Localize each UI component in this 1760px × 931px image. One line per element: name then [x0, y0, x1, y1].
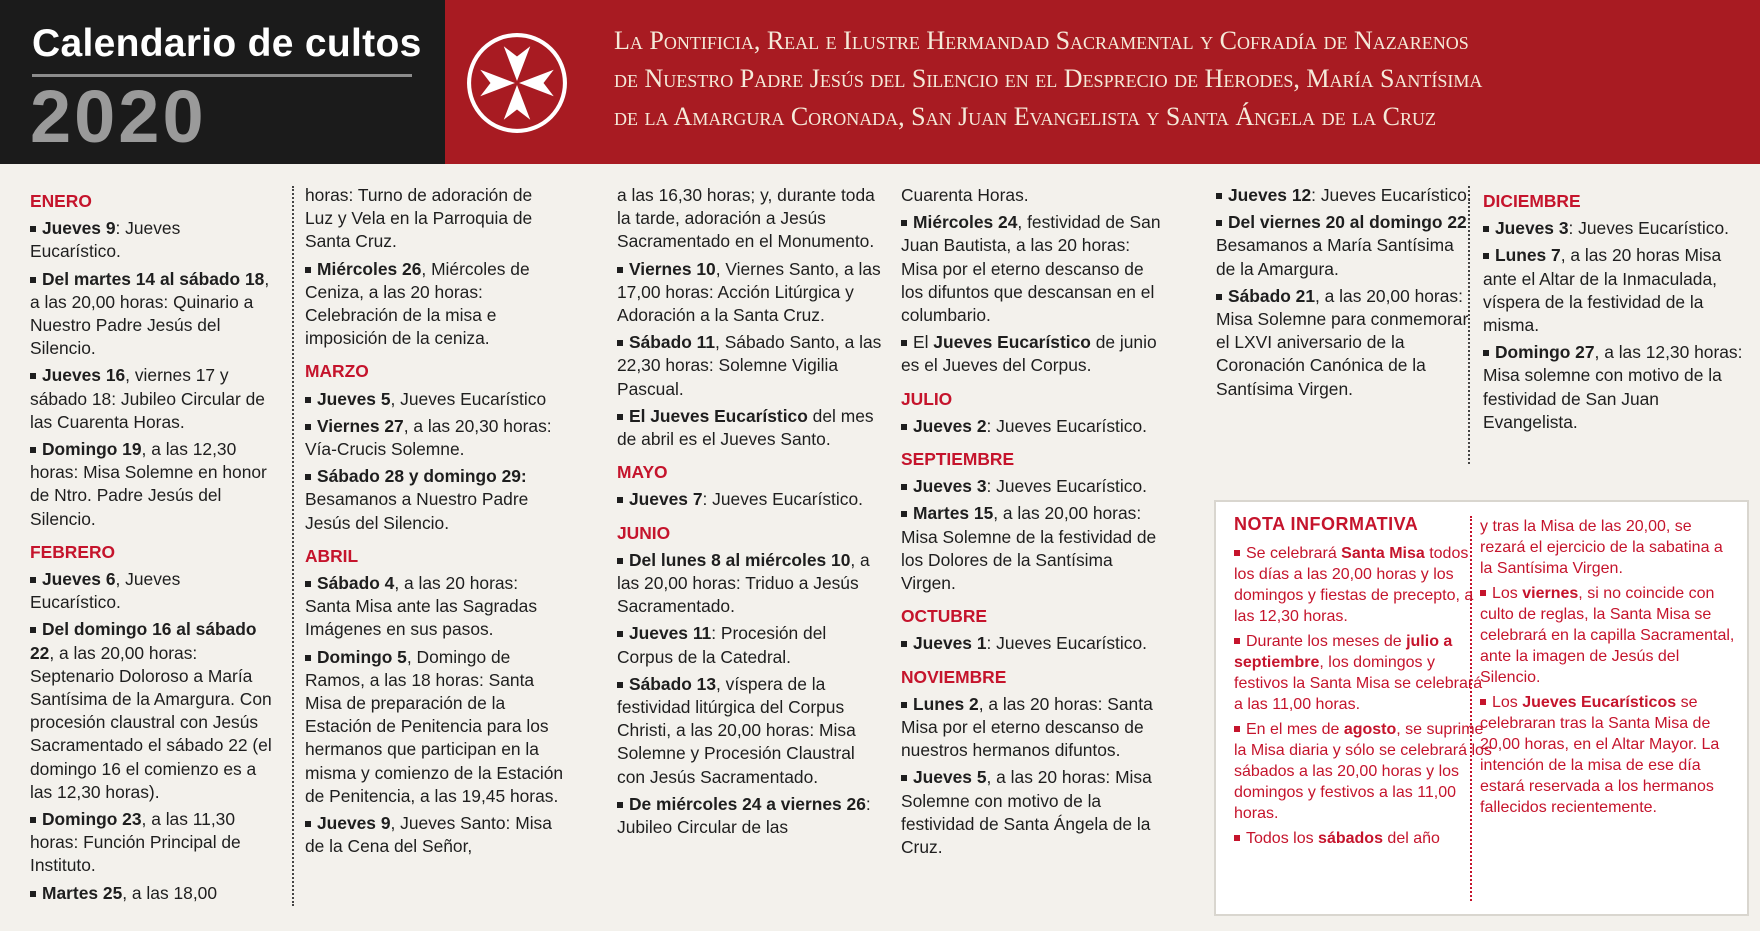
nota-text: y tras la Misa de las 20,00, se rezará el ejercicio de la sabatina a la Santísima Virgen. — [1480, 518, 1723, 577]
month-heading: MAYO — [617, 462, 668, 483]
nota-entry — [1234, 631, 1492, 715]
month-heading: ABRIL — [305, 545, 359, 566]
entry-highlight: Jueves Eucarístico — [933, 332, 1091, 353]
bullet-icon — [305, 655, 311, 661]
bullet-icon — [617, 682, 623, 688]
calendar-column-5 — [1216, 184, 1476, 405]
nota-text: Todos los — [1246, 830, 1319, 847]
nota-highlight: Santa Misa — [1341, 545, 1425, 562]
nota-entry — [1234, 543, 1492, 627]
entry-text: , a las 12,30 horas: Misa solemne con motivo de la festividad de San Juan Evangelista. — [1483, 342, 1743, 432]
bullet-icon — [617, 340, 623, 346]
nota-column-1 — [1234, 514, 1492, 853]
nota-text: del año — [1382, 830, 1440, 847]
nota-highlight: Jueves Eucarísticos — [1522, 694, 1677, 711]
calendar-column-6 — [1483, 184, 1748, 438]
entry-date: Domingo 5 — [317, 646, 407, 667]
entry-text: El — [913, 332, 934, 353]
entry-text: del mes de abril es el Jueves Santo. — [617, 405, 874, 450]
bullet-icon — [30, 817, 36, 823]
bullet-icon — [617, 558, 623, 564]
calendar-entry — [901, 331, 1169, 377]
entry-date: Jueves 9 — [42, 218, 116, 239]
nota-list — [1480, 516, 1735, 818]
entry-date: Lunes 7 — [1495, 245, 1561, 266]
entry-text: : Jueves Eucarístico. — [702, 489, 863, 510]
entry-date: Del lunes 8 al miércoles 10 — [629, 549, 851, 570]
entry-date: Miércoles 26 — [317, 258, 422, 279]
entry-text: , Sábado Santo, a las 22,30 horas: Solemne Vigilia Pascual. — [617, 332, 882, 399]
calendar-entry — [30, 268, 272, 361]
entry-date: Domingo 27 — [1495, 342, 1595, 363]
entry-date: Jueves 16 — [42, 365, 126, 386]
entry-date: Jueves 5 — [317, 388, 391, 409]
entry-date: Sábado 21 — [1228, 285, 1315, 306]
bullet-icon — [30, 577, 36, 583]
entry-date: Del martes 14 al sábado 18 — [42, 268, 265, 289]
calendar-entry — [30, 808, 272, 878]
entry-date: Domingo 19 — [42, 439, 142, 460]
entry-date: Jueves 6 — [42, 569, 116, 590]
brotherhood-line: de la Amargura Coronada, San Juan Evangelista y Santa Ángela de la Cruz — [614, 102, 1436, 131]
bullet-icon — [305, 821, 311, 827]
month-heading: MARZO — [305, 361, 369, 382]
entry-date: Jueves 11 — [629, 623, 712, 644]
entry-date: Martes 25 — [42, 882, 123, 903]
entry-text: , a las 20,00 horas: Misa Solemne para conmemorar el LXVI aniversario de la Coronación Canónica de la Santísima Virgen. — [1216, 285, 1469, 399]
entry-text: : Jueves Eucarístico. — [986, 476, 1147, 497]
entry-text: : Jueves Eucarístico. — [986, 415, 1147, 436]
bullet-icon — [901, 775, 907, 781]
calendar-entry — [617, 793, 882, 839]
calendar-entry — [1216, 285, 1476, 401]
entry-text: , Miércoles de Ceniza, a las 20 horas: Celebración de la misa e imposición de la ceniza. — [305, 258, 530, 349]
column-divider — [292, 186, 294, 906]
entry-date: Sábado 28 y domingo 29: — [317, 466, 527, 487]
entry-date: Jueves 2 — [913, 415, 987, 436]
maltese-cross-icon — [466, 32, 568, 134]
bullet-icon — [1216, 193, 1222, 199]
calendar-entry — [1216, 211, 1476, 281]
nota-text: se celebraran tras la Santa Misa de 20,00 horas, en el Altar Mayor. La intención de la misa de ese día estará reservada a los hermanos fallecidos recientemente. — [1480, 694, 1720, 816]
calendar-entry — [30, 364, 272, 434]
calendar-entry — [901, 502, 1169, 595]
bullet-icon — [901, 702, 907, 708]
entry-text: , viernes 17 y sábado 18: Jubileo Circular de las Cuarenta Horas. — [30, 365, 265, 432]
bullet-icon — [305, 267, 311, 273]
entry-text: : Besamanos a María Santísima de la Amargura. — [1216, 212, 1472, 279]
bullet-icon — [1480, 590, 1486, 596]
calendar-entry — [901, 693, 1169, 763]
bullet-icon — [30, 277, 36, 283]
bullet-icon — [305, 474, 311, 480]
nota-text: , si no coincide con culto de reglas, la Santa Misa se celebrará en la capilla Sacramental, ante la imagen de Jesús del Silencio. — [1480, 585, 1735, 686]
nota-text: , se suprime la Misa diaria y sólo se celebrará los sábados a las 20,00 horas y los domingos y festivos a las 11,00 horas. — [1234, 721, 1492, 822]
entry-text: , Jueves Santo: Misa de la Cena del Señor, — [305, 813, 552, 857]
entry-text: , festividad de San Juan Bautista, a las 20 horas: Misa por el eterno descanso de los difuntos que descansan en el columbario. — [901, 212, 1161, 326]
entry-text: a las 16,30 horas; y, durante toda la tarde, adoración a Jesús Sacramentado en el Monumento. — [617, 185, 875, 252]
calendar-entry — [617, 184, 882, 254]
bullet-icon — [901, 340, 907, 346]
bullet-icon — [901, 511, 907, 517]
entry-text: , Viernes Santo, a las 17,00 horas: Acción Litúrgica y Adoración a la Santa Cruz. — [617, 258, 881, 326]
bullet-icon — [617, 414, 623, 420]
calendar-entry — [1216, 184, 1476, 207]
calendar-entry — [617, 488, 882, 511]
entry-date: Jueves 3 — [1495, 218, 1569, 239]
calendar-entry — [1483, 244, 1748, 337]
entry-text: : Jueves Eucarístico. — [1311, 185, 1472, 205]
calendar-entry — [901, 184, 1169, 207]
bullet-icon — [1216, 220, 1222, 226]
entry-text: : Jueves Eucarístico. — [30, 218, 181, 262]
calendar-column-3 — [617, 184, 882, 843]
entry-text: , Domingo de Ramos, a las 18 horas: Santa Misa de preparación de la Estación de Penitencia para los hermanos que participan en la misma y comienzo de la Estación de Penitencia, a las 19,45 horas. — [305, 646, 564, 806]
nota-highlight: julio a septiembre — [1234, 633, 1453, 671]
bullet-icon — [1234, 726, 1240, 732]
calendar-entry — [901, 475, 1169, 498]
bullet-icon — [617, 631, 623, 637]
bullet-icon — [30, 226, 36, 232]
bullet-icon — [30, 891, 36, 897]
calendar-entry — [901, 211, 1169, 327]
bullet-icon — [617, 497, 623, 503]
calendar-entry — [901, 632, 1169, 655]
entry-date: El Jueves Eucarístico — [629, 405, 808, 426]
calendar-entry — [305, 812, 565, 858]
calendar-entry — [305, 184, 565, 254]
entry-date: Jueves 1 — [913, 633, 987, 654]
nota-text: Los — [1492, 694, 1523, 711]
bullet-icon — [305, 581, 311, 587]
entry-text: : Jueves Eucarístico. — [986, 633, 1147, 654]
entry-date: Del domingo 16 al sábado 22 — [30, 619, 257, 663]
bullet-icon — [901, 424, 907, 430]
entry-text: , a las 20 horas: Santa Misa ante las Sagradas Imágenes en sus pasos. — [305, 573, 538, 640]
nota-entry — [1480, 516, 1735, 579]
entry-date: Del viernes 20 al domingo 22 — [1228, 212, 1467, 233]
calendar-entry — [617, 673, 882, 789]
bullet-icon — [30, 447, 36, 453]
bullet-icon — [901, 484, 907, 490]
nota-informativa-box — [1214, 500, 1749, 916]
month-heading: OCTUBRE — [901, 606, 987, 627]
nota-column-2 — [1480, 516, 1735, 822]
bullet-icon — [1234, 638, 1240, 644]
entry-date: De miércoles 24 a viernes 26 — [629, 793, 866, 814]
nota-text: todos los días a las 20,00 horas y los domingos y fiestas de precepto, a las 12,30 horas. — [1234, 545, 1474, 625]
entry-date: Domingo 23 — [42, 809, 142, 830]
calendar-entry — [30, 882, 272, 905]
entry-date: Sábado 11 — [629, 332, 716, 353]
calendar-column-4 — [901, 184, 1169, 863]
month-heading: SEPTIEMBRE — [901, 449, 1015, 470]
calendar-title: Calendario de cultos — [32, 22, 422, 65]
month-heading: NOVIEMBRE — [901, 666, 1007, 687]
entry-text: , a las 20 horas: Misa Solemne con motivo de la festividad de Santa Ángela de la Cruz. — [901, 767, 1152, 858]
calendar-entry — [901, 415, 1169, 438]
header — [0, 0, 1760, 164]
bullet-icon — [1234, 835, 1240, 841]
title-block — [0, 0, 445, 164]
entry-text: horas: Turno de adoración de Luz y Vela en la Parroquia de Santa Cruz. — [305, 185, 533, 252]
calendar-entry — [305, 646, 565, 808]
calendar-entry — [617, 405, 882, 451]
calendar-entry — [305, 415, 565, 461]
calendar-entry — [30, 568, 272, 614]
entry-text: , Jueves Eucarístico — [390, 388, 547, 409]
bullet-icon — [901, 641, 907, 647]
column-divider — [1468, 186, 1470, 464]
entry-text: : Procesión del Corpus de la Catedral. — [617, 623, 827, 667]
nota-text: Se celebrará — [1246, 545, 1342, 562]
calendar-column-1 — [30, 184, 272, 909]
calendar-entry — [617, 258, 882, 328]
calendar-entry — [1483, 341, 1748, 434]
calendar-entry — [617, 549, 882, 619]
bullet-icon — [1483, 253, 1489, 259]
bullet-icon — [1216, 294, 1222, 300]
calendar-column-2 — [305, 184, 565, 862]
month-heading: ENERO — [30, 191, 92, 211]
entry-text: : Jubileo Circular de las — [617, 793, 871, 838]
nota-entry — [1480, 692, 1735, 818]
entry-text: , a las 20,00 horas: Quinario a Nuestro Padre Jesús del Silencio. — [30, 268, 270, 359]
nota-entry — [1234, 828, 1492, 849]
calendar-entry — [305, 258, 565, 351]
entry-date: Viernes 10 — [629, 258, 716, 279]
brotherhood-line: de Nuestro Padre Jesús del Silencio en el Desprecio de Herodes, María Santísima — [614, 64, 1483, 93]
entry-date: Lunes 2 — [913, 693, 979, 714]
nota-highlight: agosto — [1343, 721, 1397, 738]
nota-text: Durante los meses de — [1246, 633, 1407, 650]
bullet-icon — [1480, 699, 1486, 705]
nota-divider — [1470, 516, 1472, 901]
entry-date: Viernes 27 — [317, 415, 404, 436]
entry-text: , víspera de la festividad litúrgica del Corpus Christi, a las 20,00 horas: Misa Solemne y Procesión Claustral con Jesús Sacramentado. — [617, 673, 856, 787]
bullet-icon — [617, 267, 623, 273]
entry-date: Jueves 12 — [1228, 185, 1312, 205]
entry-text: , a las 11,30 horas: Función Principal de Instituto. — [30, 809, 241, 876]
bullet-icon — [617, 802, 623, 808]
entry-date: Sábado 4 — [317, 573, 395, 594]
entry-text: Besamanos a Nuestro Padre Jesús del Silencio. — [305, 489, 529, 533]
calendar-entry — [901, 766, 1169, 859]
entry-date: Sábado 13 — [629, 673, 716, 694]
calendar-entry — [617, 622, 882, 668]
calendar-entry — [305, 572, 565, 642]
nota-entry — [1234, 719, 1492, 824]
bullet-icon — [305, 397, 311, 403]
entry-date: Jueves 9 — [317, 813, 391, 834]
entry-date: Jueves 3 — [913, 476, 987, 497]
month-heading: DICIEMBRE — [1483, 191, 1581, 211]
entry-text: , a las 20 horas: Santa Misa por el eterno descanso de nuestros hermanos difuntos. — [901, 693, 1153, 761]
calendar-entry — [617, 331, 882, 401]
calendar-entry — [30, 438, 272, 531]
brotherhood-name — [614, 22, 1754, 136]
month-heading: FEBRERO — [30, 541, 116, 562]
nota-highlight: viernes — [1522, 585, 1579, 602]
entry-date: Jueves 7 — [629, 489, 703, 510]
entry-date: Martes 15 — [913, 503, 994, 524]
nota-title: NOTA INFORMATIVA — [1234, 514, 1419, 534]
calendar-entry — [1483, 217, 1748, 240]
month-heading: JUNIO — [617, 522, 671, 543]
calendar-entry — [30, 618, 272, 804]
entry-text: , a las 18,00 — [122, 882, 217, 903]
bullet-icon — [1234, 550, 1240, 556]
bullet-icon — [1483, 350, 1489, 356]
calendar-entry — [305, 465, 565, 535]
entry-text: , a las 20,00 horas: Misa Solemne de la festividad de los Dolores de la Santísima Virgen. — [901, 503, 1157, 594]
brotherhood-line: La Pontificia, Real e Ilustre Hermandad Sacramental y Cofradía de Nazarenos — [614, 26, 1469, 55]
bullet-icon — [901, 220, 907, 226]
nota-list — [1234, 543, 1492, 849]
nota-entry — [1480, 583, 1735, 688]
calendar-year: 2020 — [30, 75, 207, 158]
bullet-icon — [30, 373, 36, 379]
entry-date: Miércoles 24 — [913, 212, 1018, 233]
entry-text: , a las 20,00 horas: Triduo a Jesús Sacramentado. — [617, 549, 870, 617]
nota-text: Los — [1492, 585, 1523, 602]
nota-text: , los domingos y festivos la Santa Misa se celebrará a las 11,00 horas. — [1234, 654, 1483, 713]
calendar-entry — [30, 217, 272, 263]
bullet-icon — [1483, 226, 1489, 232]
month-heading: JULIO — [901, 388, 953, 409]
entry-text: , Jueves Eucarístico. — [30, 569, 181, 613]
entry-date: Jueves 5 — [913, 767, 987, 788]
bullet-icon — [30, 627, 36, 633]
bullet-icon — [305, 424, 311, 430]
nota-text: En el mes de — [1246, 721, 1344, 738]
entry-text: , a las 20 horas Misa ante el Altar de la Inmaculada, víspera de la festividad de la misma. — [1483, 245, 1722, 336]
calendar-entry — [305, 388, 565, 411]
entry-text: , a las 20,30 horas: Vía-Crucis Solemne. — [305, 415, 552, 460]
entry-text: de junio es el Jueves del Corpus. — [901, 332, 1157, 376]
nota-highlight: sábados — [1318, 830, 1383, 847]
entry-text: Cuarenta Horas. — [901, 185, 1029, 205]
entry-text: , a las 12,30 horas: Misa Solemne en honor de Ntro. Padre Jesús del Silencio. — [30, 439, 267, 529]
entry-text: : Jueves Eucarístico. — [1568, 218, 1729, 239]
entry-text: , a las 20,00 horas: Septenario Doloroso a María Santísima de la Amargura. Con procesión claustral con Jesús Sacramentado el sábado 22 (el domingo 16 el comienzo es a las 12,30 horas). — [30, 642, 272, 802]
